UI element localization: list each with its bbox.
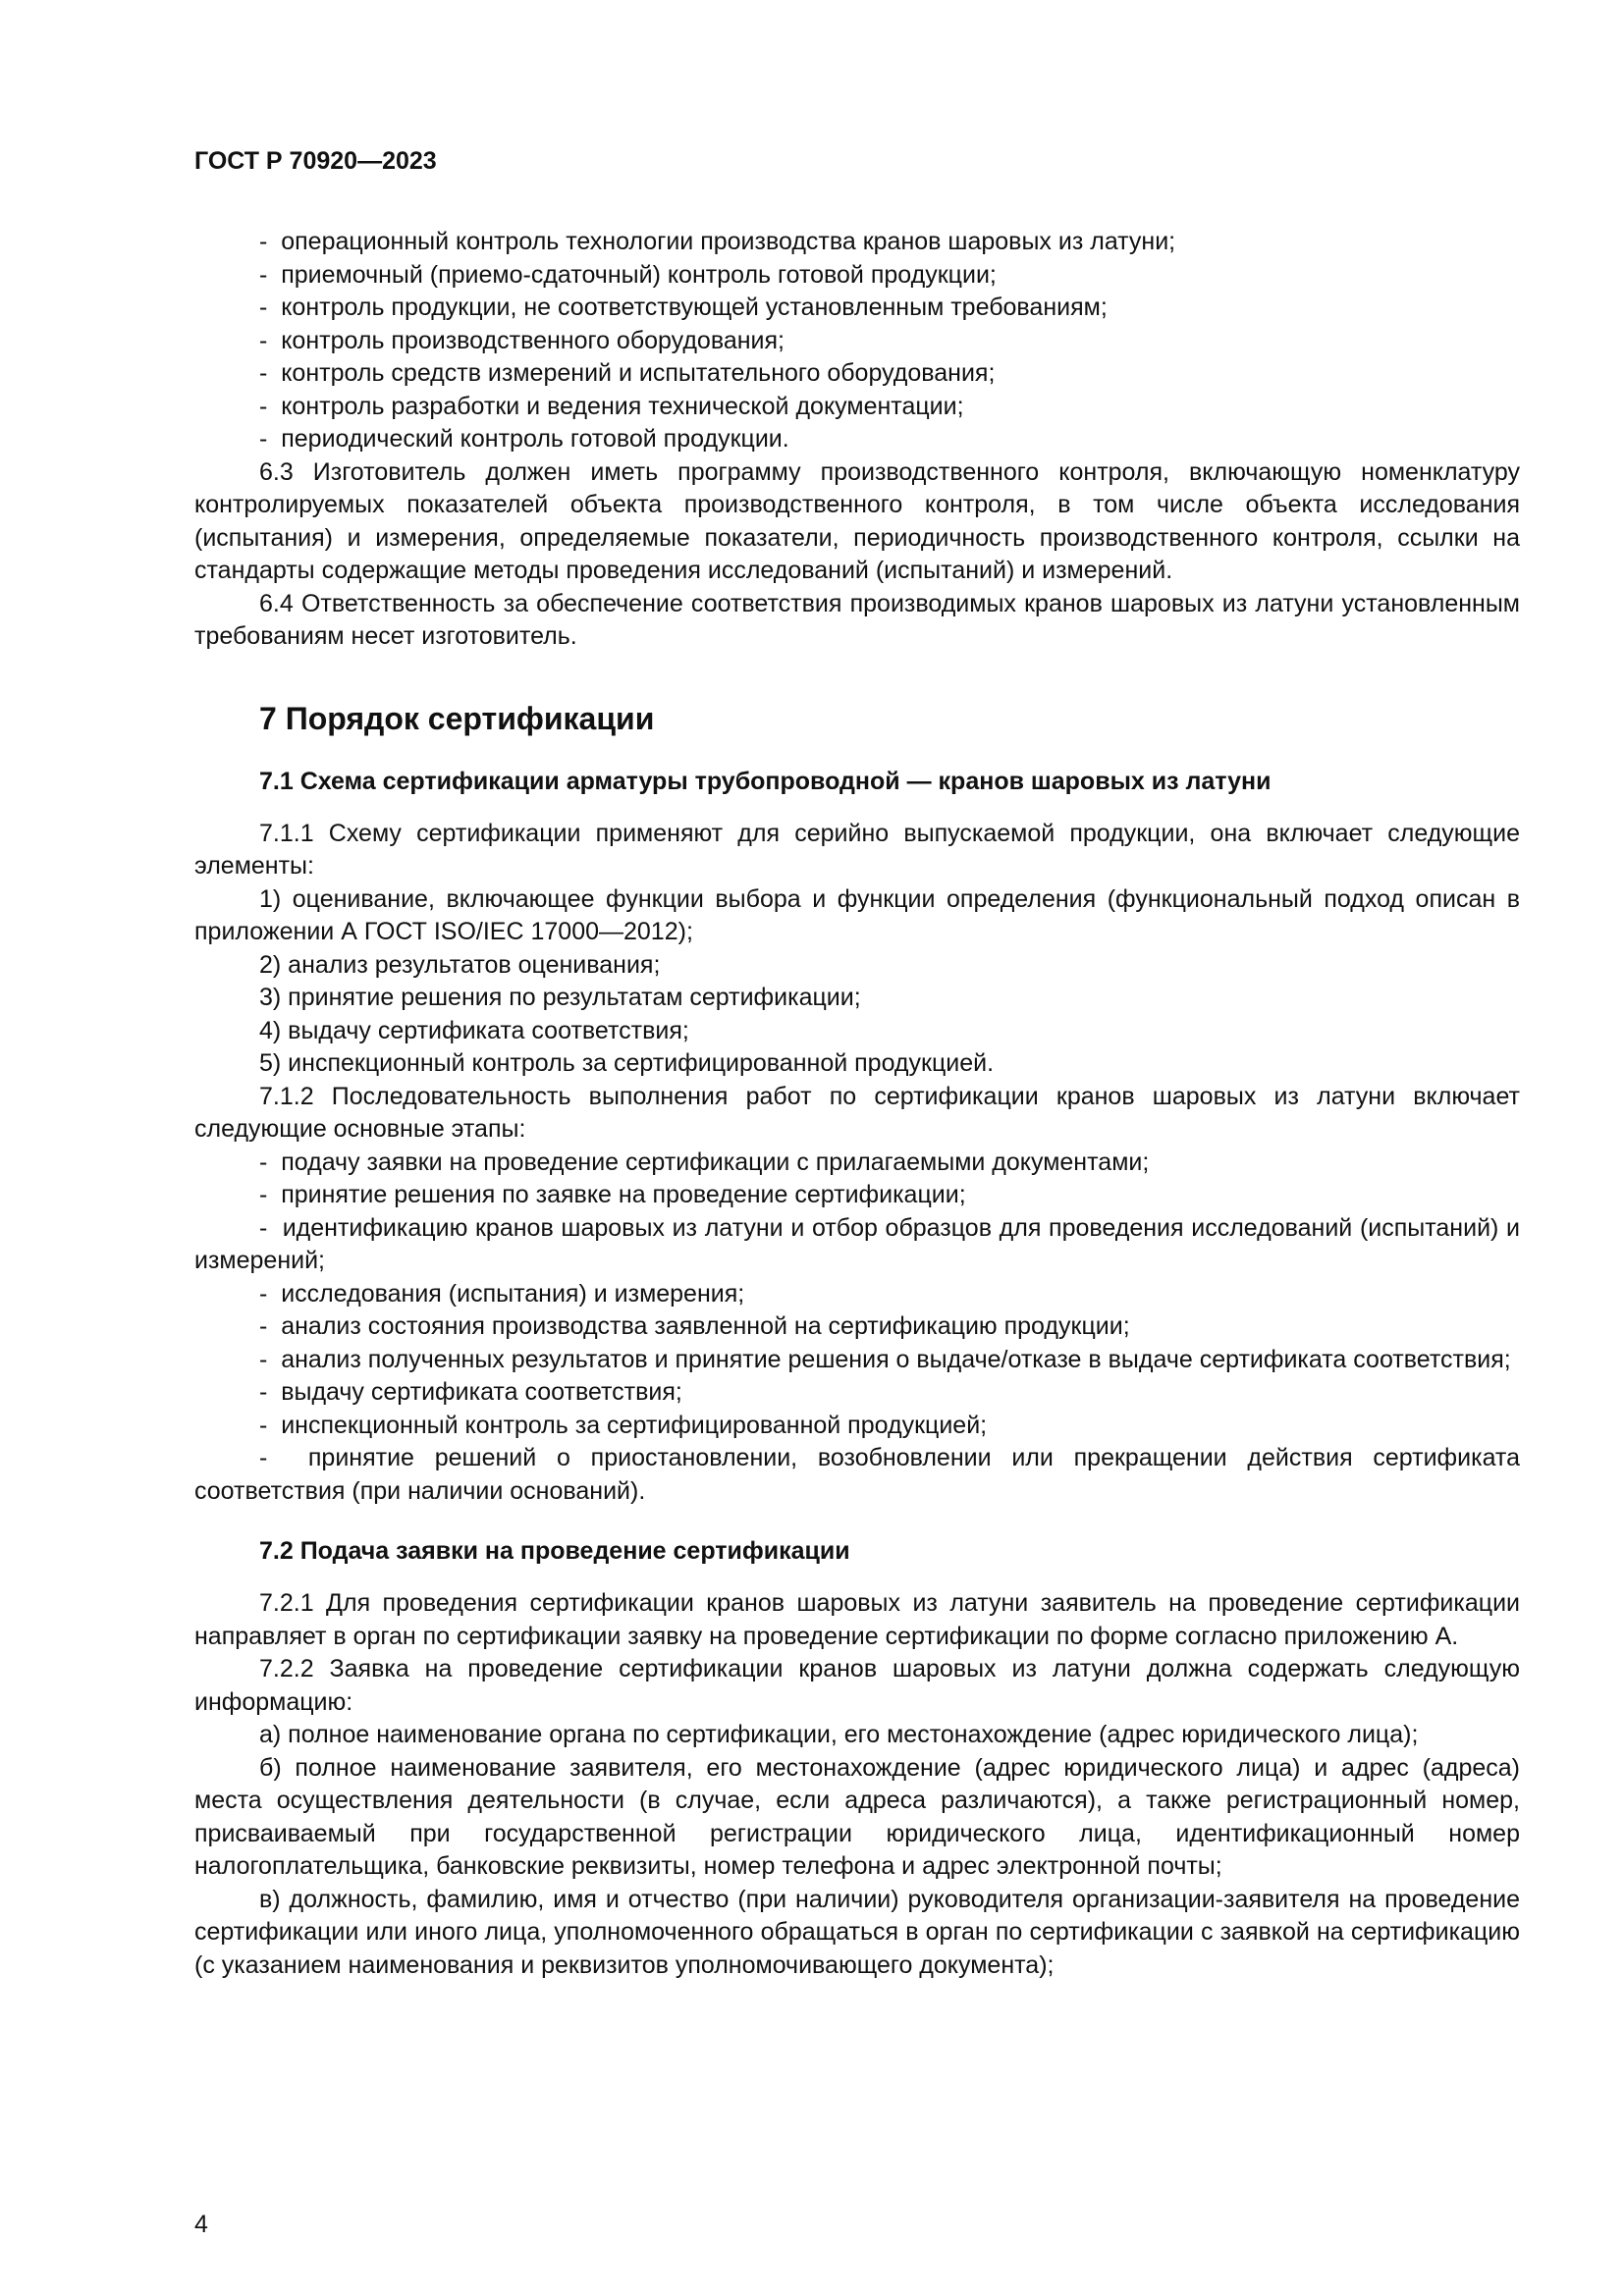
list-item: - анализ состояния производства заявленной на сертификацию продукции; [194, 1310, 1520, 1344]
paragraph-7-2-2: 7.2.2 Заявка на проведение сертификации кранов шаровых из латуни должна содержать следующую информацию: [194, 1655, 1520, 1716]
page-header: ГОСТ Р 70920—2023 [194, 147, 437, 175]
paragraph-7-1-2: 7.1.2 Последовательность выполнения работ по сертификации кранов шаровых из латуни включает следующие основные этапы: [194, 1082, 1520, 1143]
certification-steps-list [194, 1147, 1520, 1509]
list-item: - операционный контроль технологии производства кранов шаровых из латуни; [194, 226, 1520, 259]
scheme-element: 4) выдачу сертификата соответствия; [259, 1016, 689, 1044]
scheme-element: 2) анализ результатов оценивания; [259, 950, 661, 979]
list-item: - анализ полученных результатов и принятие решения о выдаче/отказе в выдаче сертификата соответствия; [194, 1344, 1520, 1377]
list-item: - инспекционный контроль за сертифицированной продукцией; [194, 1410, 1520, 1443]
subsection-heading-7-1: 7.1 Схема сертификации арматуры трубопроводной — кранов шаровых из латуни [259, 767, 1272, 795]
page-content [194, 226, 1520, 1982]
list-item: - контроль разработки и ведения технической документации; [194, 391, 1520, 424]
list-item: - контроль производственного оборудования; [194, 325, 1520, 358]
requirement-b: б) полное наименование заявителя, его местонахождение (адрес юридического лица) и адрес (адреса) места осуществления деятельности (в случае, если адреса различаются), а также регистрационный номер, присваиваемый при государственной регистрации юридического лица, идентификационный номер налогоплательщика, банковские реквизиты, номер телефона и адрес электронной почты; [194, 1753, 1520, 1880]
list-item: - принятие решений о приостановлении, возобновлении или прекращении действия сертификата соответствия (при наличии оснований). [194, 1442, 1520, 1508]
subsection-heading-7-2: 7.2 Подача заявки на проведение сертификации [259, 1537, 850, 1565]
list-item: - выдачу сертификата соответствия; [194, 1376, 1520, 1410]
list-item: - контроль продукции, не соответствующей установленным требованиям; [194, 292, 1520, 325]
section-heading-7: 7 Порядок сертификации [259, 700, 655, 736]
list-item: - принятие решения по заявке на проведение сертификации; [194, 1179, 1520, 1212]
requirement-a: а) полное наименование органа по сертификации, его местонахождение (адрес юридического лица); [259, 1721, 1419, 1748]
paragraph-6-4: 6.4 Ответственность за обеспечение соответствия производимых кранов шаровых из латуни установленным требованиям несет изготовитель. [194, 589, 1520, 650]
list-item: - исследования (испытания) и измерения; [194, 1278, 1520, 1311]
requirement-v: в) должность, фамилию, имя и отчество (при наличии) руководителя организации-заявителя на проведение сертификации или иного лица, уполномоченного обращаться в орган по сертификации с заявкой на сертификацию (с указанием наименования и реквизитов уполномочивающего документа); [194, 1885, 1520, 1979]
scheme-element: 1) оценивание, включающее функции выбора и функции определения (функциональный подход описан в приложении А ГОСТ ISO/IEC 17000—2012); [194, 884, 1520, 945]
paragraph-6-3: 6.3 Изготовитель должен иметь программу производственного контроля, включающую номенклатуру контролируемых показателей объекта производственного контроля, в том числе объекта исследования (испытания) и измерения, определяемые показатели, периодичность производственного контроля, ссылки на стандарты содержащие методы проведения исследований (испытаний) и измерений. [194, 457, 1520, 584]
page-number: 4 [194, 2211, 208, 2238]
list-item: - идентификацию кранов шаровых из латуни и отбор образцов для проведения исследований (испытаний) и измерений; [194, 1212, 1520, 1278]
scheme-element: 5) инспекционный контроль за сертифицированной продукцией. [259, 1049, 995, 1077]
scheme-element: 3) принятие решения по результатам сертификации; [259, 984, 861, 1011]
paragraph-7-2-1: 7.2.1 Для проведения сертификации кранов шаровых из латуни заявитель на проведение сертификации направляет в орган по сертификации заявку на проведение сертификации по форме согласно приложению А. [194, 1589, 1520, 1650]
list-item: - контроль средств измерений и испытательного оборудования; [194, 357, 1520, 391]
list-item: - подачу заявки на проведение сертификации с прилагаемыми документами; [194, 1147, 1520, 1180]
paragraph-7-1-1: 7.1.1 Схему сертификации применяют для серийно выпускаемой продукции, она включает следующие элементы: [194, 819, 1520, 880]
list-item: - периодический контроль готовой продукции. [194, 423, 1520, 456]
list-item: - приемочный (приемо-сдаточный) контроль готовой продукции; [194, 259, 1520, 293]
production-control-list [194, 226, 1520, 456]
